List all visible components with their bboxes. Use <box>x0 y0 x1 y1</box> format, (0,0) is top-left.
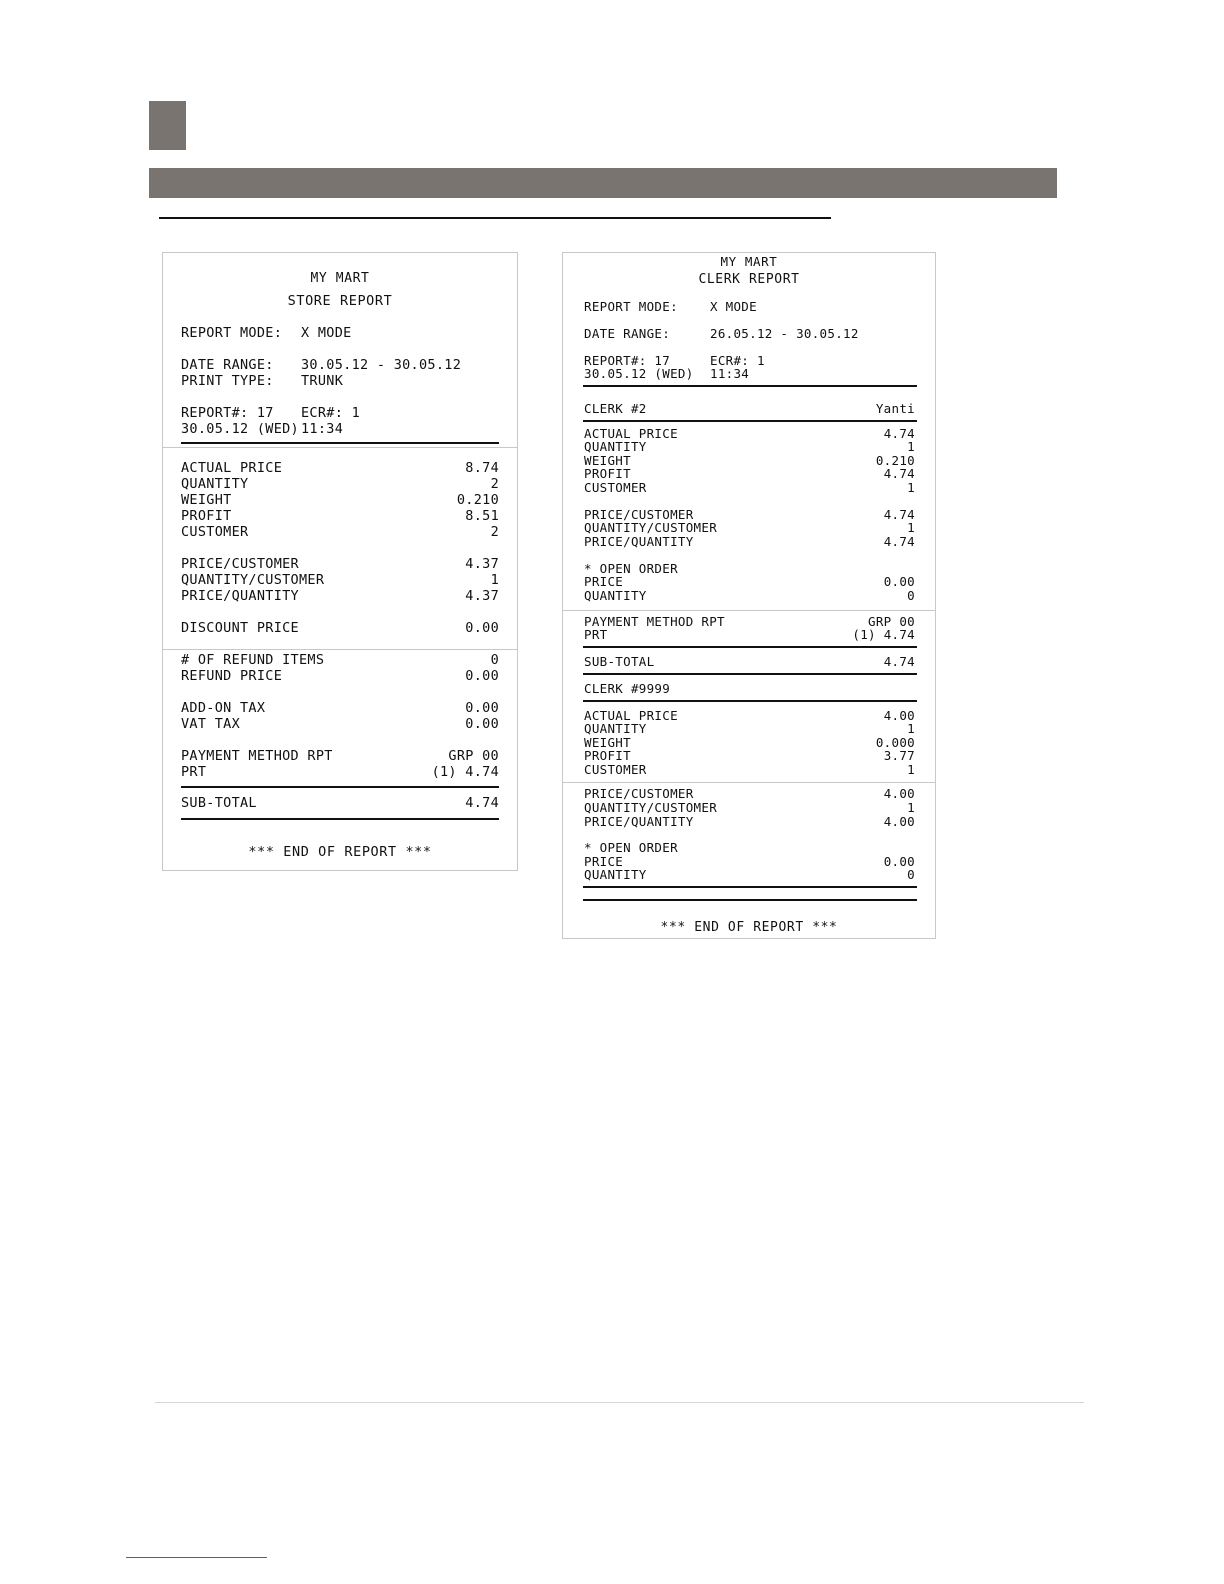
line-value: 0 <box>907 588 915 603</box>
report-mode-value: X MODE <box>301 325 352 341</box>
line-value: 0.000 <box>875 735 915 750</box>
line-value: 3.77 <box>883 748 915 763</box>
date-range-value: 30.05.12 - 30.05.12 <box>301 357 462 373</box>
store-name: MY MART <box>720 254 778 269</box>
line-label: CUSTOMER <box>181 524 249 540</box>
line-label: PAYMENT METHOD RPT <box>584 614 725 629</box>
line-value: 0.00 <box>883 574 915 589</box>
scan-seam <box>162 447 518 448</box>
separator <box>181 442 499 444</box>
line-label: PROFIT <box>181 508 232 524</box>
line-value: 4.74 <box>883 534 915 549</box>
report-date: 30.05.12 (WED) <box>584 366 694 381</box>
line-value: GRP 00 <box>868 614 915 629</box>
line-label: PRT <box>181 764 207 780</box>
separator <box>583 673 917 675</box>
scan-seam <box>562 610 936 611</box>
line-label: CUSTOMER <box>584 480 647 495</box>
report-time: 11:34 <box>710 366 750 381</box>
line-label: PRT <box>584 627 608 642</box>
line-value: 0.210 <box>875 453 915 468</box>
end-of-report: *** END OF REPORT *** <box>248 844 432 860</box>
clerk-name: Yanti <box>875 401 915 416</box>
line-label: QUANTITY <box>181 476 249 492</box>
report-date: 30.05.12 (WED) <box>181 421 299 437</box>
line-label: PROFIT <box>584 748 631 763</box>
line-label: WEIGHT <box>584 735 631 750</box>
line-value: (1) 4.74 <box>852 627 915 642</box>
receipt-title: CLERK REPORT <box>698 272 800 287</box>
line-label: ADD-ON TAX <box>181 700 266 716</box>
separator <box>583 646 917 648</box>
page-footer-rule <box>155 1402 1084 1403</box>
line-label: QUANTITY/CUSTOMER <box>584 520 718 535</box>
line-value: 4.74 <box>883 466 915 481</box>
separator <box>583 886 917 888</box>
line-label: PRICE <box>584 854 624 869</box>
clerk-label: CLERK #9999 <box>584 681 671 696</box>
report-number: REPORT#: 17 <box>584 353 671 368</box>
subtotal-value: 4.74 <box>883 654 915 669</box>
separator <box>181 786 499 788</box>
report-number: REPORT#: 17 <box>181 405 274 421</box>
line-label: # OF REFUND ITEMS <box>181 652 325 668</box>
section-header-bar <box>149 168 1057 198</box>
line-value: 1 <box>907 520 915 535</box>
line-value: 8.74 <box>465 460 499 476</box>
footer-link-underline <box>126 1557 267 1558</box>
line-label: PRICE/CUSTOMER <box>181 556 299 572</box>
report-mode-label: REPORT MODE: <box>181 325 283 341</box>
line-value: 1 <box>907 480 915 495</box>
subtotal-label: SUB-TOTAL <box>181 795 257 811</box>
line-value: 4.74 <box>883 507 915 522</box>
line-value: 4.00 <box>883 786 915 801</box>
line-label: PRICE/QUANTITY <box>584 534 694 549</box>
separator <box>583 420 917 422</box>
line-label: ACTUAL PRICE <box>584 426 678 441</box>
line-value: 4.00 <box>883 814 915 829</box>
ecr-number: ECR#: 1 <box>301 405 360 421</box>
line-value: 2 <box>490 476 499 492</box>
line-label: PRICE <box>584 574 624 589</box>
line-label: VAT TAX <box>181 716 240 732</box>
scan-seam <box>562 782 936 783</box>
line-label: WEIGHT <box>584 453 631 468</box>
line-label: ACTUAL PRICE <box>584 708 678 723</box>
line-label: REFUND PRICE <box>181 668 283 684</box>
title-underline <box>159 217 831 219</box>
line-label: QUANTITY <box>584 867 647 882</box>
line-label: QUANTITY/CUSTOMER <box>181 572 325 588</box>
line-label: CUSTOMER <box>584 762 647 777</box>
line-label: * OPEN ORDER <box>584 840 678 855</box>
date-range-label: DATE RANGE: <box>181 357 274 373</box>
print-type-label: PRINT TYPE: <box>181 373 274 389</box>
line-value: 4.74 <box>883 426 915 441</box>
line-value: 4.37 <box>465 588 499 604</box>
line-value: (1) 4.74 <box>431 764 499 780</box>
store-name: MY MART <box>310 271 370 286</box>
date-range-label: DATE RANGE: <box>584 326 671 341</box>
report-time: 11:34 <box>301 421 344 437</box>
receipt-title: STORE REPORT <box>287 293 393 309</box>
report-mode-label: REPORT MODE: <box>584 299 678 314</box>
line-label: QUANTITY/CUSTOMER <box>584 800 718 815</box>
end-of-report: *** END OF REPORT *** <box>660 920 838 935</box>
separator <box>583 700 917 702</box>
line-value: 1 <box>907 762 915 777</box>
line-value: 0.210 <box>456 492 499 508</box>
line-label: QUANTITY <box>584 439 647 454</box>
report-mode-value: X MODE <box>710 299 757 314</box>
line-value: GRP 00 <box>448 748 499 764</box>
separator <box>181 818 499 820</box>
line-value: 1 <box>907 721 915 736</box>
subtotal-label: SUB-TOTAL <box>584 654 655 669</box>
line-label: PRICE/CUSTOMER <box>584 786 694 801</box>
clerk-report-receipt <box>562 252 936 939</box>
line-label: PRICE/CUSTOMER <box>584 507 694 522</box>
ecr-number: ECR#: 1 <box>710 353 765 368</box>
line-label: * OPEN ORDER <box>584 561 678 576</box>
line-value: 0.00 <box>465 700 499 716</box>
line-value: 0.00 <box>883 854 915 869</box>
line-value: 1 <box>907 439 915 454</box>
print-type-value: TRUNK <box>301 373 344 389</box>
line-value: 0.00 <box>465 716 499 732</box>
line-label: PROFIT <box>584 466 631 481</box>
separator <box>583 899 917 901</box>
line-label: WEIGHT <box>181 492 232 508</box>
line-label: DISCOUNT PRICE <box>181 620 299 636</box>
line-label: QUANTITY <box>584 588 647 603</box>
line-label: PRICE/QUANTITY <box>181 588 299 604</box>
line-value: 1 <box>490 572 499 588</box>
clerk-label: CLERK #2 <box>584 401 647 416</box>
line-value: 0.00 <box>465 620 499 636</box>
separator <box>583 385 917 387</box>
line-value: 0 <box>490 652 499 668</box>
line-value: 4.37 <box>465 556 499 572</box>
line-label: ACTUAL PRICE <box>181 460 283 476</box>
line-value: 0 <box>907 867 915 882</box>
line-label: PRICE/QUANTITY <box>584 814 694 829</box>
line-value: 0.00 <box>465 668 499 684</box>
line-value: 1 <box>907 800 915 815</box>
subtotal-value: 4.74 <box>465 795 499 811</box>
scan-seam <box>162 649 518 650</box>
store-report-receipt <box>162 252 518 871</box>
line-value: 4.00 <box>883 708 915 723</box>
line-value: 2 <box>490 524 499 540</box>
chapter-marker <box>149 101 186 150</box>
date-range-value: 26.05.12 - 30.05.12 <box>710 326 859 341</box>
line-value: 8.51 <box>465 508 499 524</box>
line-label: PAYMENT METHOD RPT <box>181 748 333 764</box>
line-label: QUANTITY <box>584 721 647 736</box>
